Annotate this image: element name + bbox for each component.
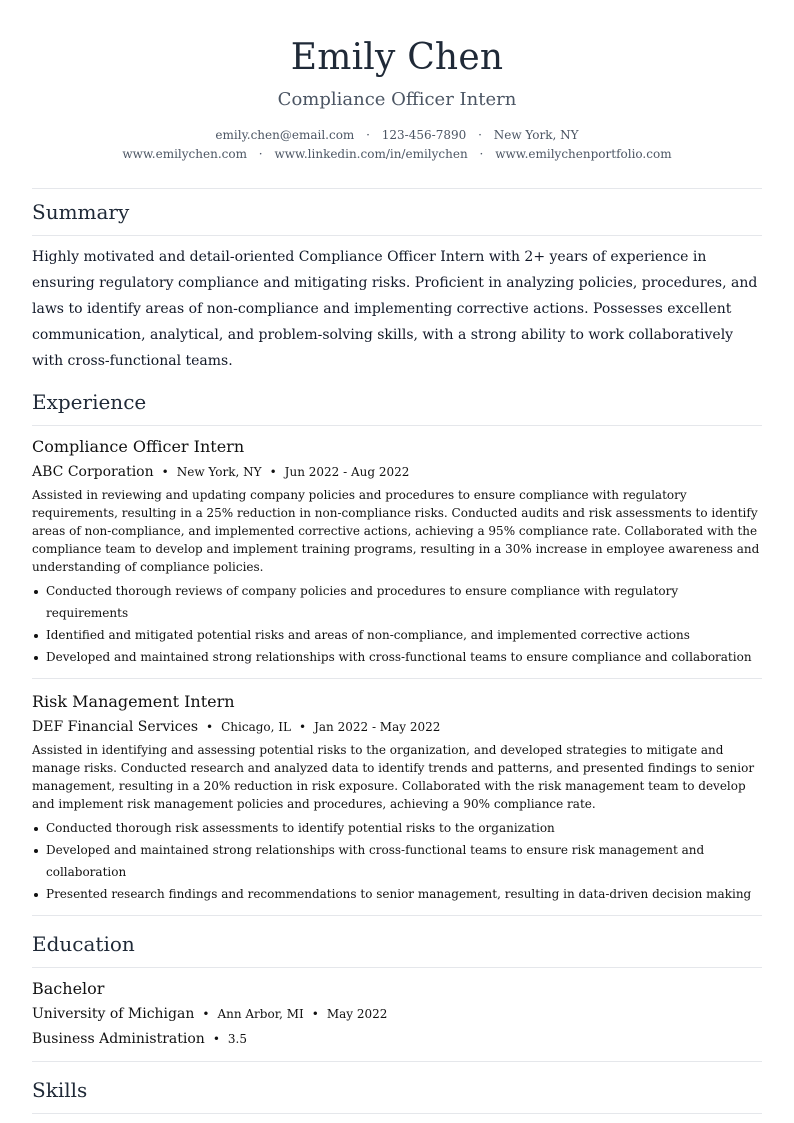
summary-text: Highly motivated and detail-oriented Compliance Officer Intern with 2+ years of experience in ensuring regulatory compliance and mitigating risks. Proficient in analyzing policies, procedures, and laws to identify areas of non-compliance and implementing corrective actions. Possesses excellent communication, analytical, and problem-solving skills, with a strong ability to work collaboratively with cross-functional teams.: [32, 249, 758, 369]
divider: [32, 425, 762, 426]
contact-separator: ·: [478, 128, 482, 142]
job-bullets: [32, 580, 762, 668]
school-location: Ann Arbor, MI: [217, 1007, 304, 1021]
list-item: Conducted thorough reviews of company policies and procedures to ensure compliance with regulatory requirements: [32, 580, 762, 624]
job-dates: Jan 2022 - May 2022: [314, 720, 441, 734]
job-description: Assisted in reviewing and updating company policies and procedures to ensure compliance with regulatory requirements, resulting in a 25% reduction in non-compliance risks. Conducted audits and risk assessments to identify areas of non-compliance, and implemented corrective actions, achieving a 95% compliance rate. Collaborated with the compliance team to develop and implement training programs, resulting in a 30% increase in employee awareness and understanding of compliance policies.: [32, 488, 760, 574]
job-bullets: [32, 817, 762, 905]
divider: [32, 235, 762, 236]
resume-header: [0, 0, 794, 164]
meta-bullet: •: [161, 465, 169, 479]
graduation-date: May 2022: [326, 1007, 388, 1021]
resume-body: [32, 188, 762, 1114]
job-meta: [32, 462, 762, 482]
education-heading: Education: [32, 932, 135, 956]
field-meta: [32, 1029, 762, 1049]
linkedin-link[interactable]: www.linkedin.com/in/emilychen: [274, 147, 468, 161]
job-dates: Jun 2022 - Aug 2022: [284, 465, 410, 479]
contact-separator: ·: [366, 128, 370, 142]
meta-bullet: •: [212, 1032, 220, 1046]
summary-heading: Summary: [32, 200, 130, 224]
divider: [32, 188, 762, 189]
job-title: Risk Management Intern: [32, 692, 235, 711]
education-meta: [32, 1004, 762, 1024]
contact-line-2: [0, 145, 794, 164]
experience-heading: Experience: [32, 390, 147, 414]
divider: [32, 678, 762, 679]
meta-bullet: •: [299, 720, 307, 734]
job-location: New York, NY: [176, 465, 262, 479]
school-name: University of Michigan: [32, 1006, 195, 1022]
education-entry: [32, 978, 762, 1049]
meta-bullet: •: [206, 720, 214, 734]
candidate-role: Compliance Officer Intern: [277, 89, 517, 110]
candidate-name: Emily Chen: [290, 37, 504, 78]
job-location: Chicago, IL: [221, 720, 291, 734]
job-meta: [32, 717, 762, 737]
list-item: Identified and mitigated potential risks and areas of non-compliance, and implemented corrective actions: [32, 624, 762, 646]
list-item: Presented research findings and recommendations to senior management, resulting in data-driven decision making: [32, 883, 762, 905]
meta-bullet: •: [269, 465, 277, 479]
portfolio-link[interactable]: www.emilychenportfolio.com: [495, 147, 672, 161]
meta-bullet: •: [311, 1007, 319, 1021]
list-item: Developed and maintained strong relationships with cross-functional teams to ensure risk management and collaboration: [32, 839, 762, 883]
divider: [32, 1061, 762, 1062]
divider: [32, 967, 762, 968]
contact-separator: ·: [479, 147, 484, 161]
contact-line-1: [0, 126, 794, 145]
divider: [32, 1113, 762, 1114]
website-link[interactable]: www.emilychen.com: [122, 147, 247, 161]
job-description: Assisted in identifying and assessing potential risks to the organization, and developed strategies to mitigate and manage risks. Conducted research and analyzed data to identify trends and patterns, and presented findings to senior management, resulting in a 20% reduction in risk exposure. Collaborated with the risk management team to develop and implement risk management policies and procedures, achieving a 90% compliance rate.: [32, 743, 755, 811]
contact-separator: ·: [258, 147, 263, 161]
phone-number: 123-456-7890: [381, 128, 467, 142]
company-name: ABC Corporation: [32, 464, 154, 480]
gpa: 3.5: [227, 1032, 247, 1046]
field-of-study: Business Administration: [32, 1031, 205, 1047]
job-entry: [32, 436, 762, 668]
job-entry: [32, 691, 762, 905]
skills-heading: Skills: [32, 1078, 88, 1102]
list-item: Developed and maintained strong relationships with cross-functional teams to ensure compliance and collaboration: [32, 646, 762, 668]
meta-bullet: •: [202, 1007, 210, 1021]
list-item: Conducted thorough risk assessments to identify potential risks to the organization: [32, 817, 762, 839]
location: New York, NY: [493, 128, 579, 142]
degree: Bachelor: [32, 979, 105, 998]
job-title: Compliance Officer Intern: [32, 437, 245, 456]
company-name: DEF Financial Services: [32, 719, 199, 735]
email-link[interactable]: emily.chen@email.com: [215, 128, 355, 142]
divider: [32, 915, 762, 916]
